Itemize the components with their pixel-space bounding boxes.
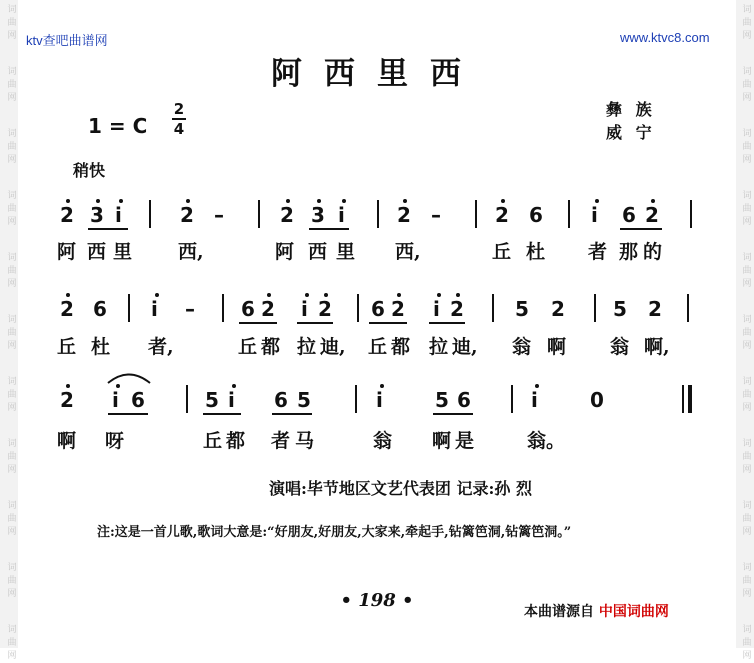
watermark-char: 网 <box>742 341 752 351</box>
watermark-char: 网 <box>7 403 17 413</box>
note: 2 <box>180 203 194 227</box>
source-prefix: 本曲谱源自 <box>524 604 594 620</box>
performer-credit: 演唱:毕节地区文艺代表团 记录:孙 烈 <box>269 479 532 498</box>
note: 6 <box>241 297 255 321</box>
lyric: 丘 <box>203 430 223 452</box>
beam-underline <box>239 322 277 324</box>
note: i <box>301 297 308 321</box>
watermark-char: 网 <box>742 651 752 661</box>
lyric: 阿 <box>275 241 295 263</box>
header-right-site[interactable]: www.ktvc8.com <box>620 30 710 45</box>
note: 6 <box>371 297 385 321</box>
time-sig-bottom: 4 <box>173 120 185 138</box>
watermark-char: 词 <box>7 501 17 511</box>
watermark-char: 词 <box>7 67 17 77</box>
note: 6 <box>274 388 288 412</box>
bar-line <box>690 200 692 228</box>
watermark-char: 曲 <box>742 514 752 524</box>
watermark-char: 曲 <box>7 328 17 338</box>
note: 5 <box>515 297 529 321</box>
note: 2 <box>60 388 74 412</box>
bar-line <box>149 200 151 228</box>
lyric: 阿 <box>57 241 77 263</box>
octave-dot <box>66 384 70 388</box>
beam-underline <box>108 413 148 415</box>
note: 2 <box>318 297 332 321</box>
watermark-char: 曲 <box>7 204 17 214</box>
octave-dot <box>403 199 407 203</box>
bar-line <box>568 200 570 228</box>
octave-dot <box>397 293 401 297</box>
watermark-char: 网 <box>7 589 17 599</box>
octave-dot <box>651 199 655 203</box>
lyric: 啊 <box>547 336 567 358</box>
lyric: 都 <box>261 336 281 358</box>
lyric: 拉 <box>297 336 317 358</box>
watermark-char: 网 <box>742 155 752 165</box>
lyric: 翁 <box>512 336 532 358</box>
note: 6 <box>93 297 107 321</box>
octave-dot <box>324 293 328 297</box>
lyric: 迪, <box>320 336 346 358</box>
bar-line <box>475 200 477 228</box>
slur-arc <box>106 370 152 384</box>
watermark-char: 网 <box>7 651 17 661</box>
watermark-char: 曲 <box>742 390 752 400</box>
lyric: 丘 <box>492 241 512 263</box>
final-bar-line <box>688 385 692 413</box>
lyric: 翁。 <box>527 430 566 452</box>
watermark-char: 网 <box>7 341 17 351</box>
note: 2 <box>391 297 405 321</box>
watermark-char: 词 <box>7 191 17 201</box>
watermark-char: 曲 <box>7 452 17 462</box>
beam-underline <box>272 413 312 415</box>
watermark-char: 词 <box>7 377 17 387</box>
octave-dot <box>119 199 123 203</box>
watermark-char: 词 <box>742 439 752 449</box>
watermark-char: 词 <box>7 253 17 263</box>
watermark-char: 网 <box>7 465 17 475</box>
lyric: 者 <box>588 241 608 263</box>
beam-underline <box>429 322 465 324</box>
octave-dot <box>267 293 271 297</box>
octave-dot <box>155 293 159 297</box>
lyric: 迪, <box>452 336 478 358</box>
note: i <box>151 297 158 321</box>
watermark-char: 词 <box>742 501 752 511</box>
octave-dot <box>437 293 441 297</box>
watermark-char: 词 <box>7 625 17 635</box>
watermark-char: 网 <box>742 589 752 599</box>
octave-dot <box>66 293 70 297</box>
note: i <box>112 388 119 412</box>
lyric: 都 <box>391 336 411 358</box>
watermark-char: 词 <box>742 625 752 635</box>
lyric: 里 <box>113 241 133 263</box>
dash: – <box>214 203 224 227</box>
lyric: 西, <box>395 241 421 263</box>
note: 2 <box>648 297 662 321</box>
watermark-char: 词 <box>742 315 752 325</box>
watermark-char: 网 <box>7 217 17 227</box>
note: 5 <box>205 388 219 412</box>
bar-line <box>355 385 357 413</box>
beam-underline <box>203 413 241 415</box>
watermark-char: 词 <box>7 5 17 15</box>
bar-line <box>186 385 188 413</box>
watermark-char: 词 <box>742 129 752 139</box>
note: 5 <box>297 388 311 412</box>
lyric: 西 <box>308 241 328 263</box>
lyric: 翁 <box>373 430 393 452</box>
bar-line <box>682 385 684 413</box>
note: 2 <box>397 203 411 227</box>
watermark-char: 网 <box>742 93 752 103</box>
note: 6 <box>529 203 543 227</box>
note: 2 <box>495 203 509 227</box>
watermark-char: 曲 <box>7 514 17 524</box>
lyric: 拉 <box>429 336 449 358</box>
octave-dot <box>66 199 70 203</box>
watermark-char: 曲 <box>742 204 752 214</box>
song-title: 阿西里西 <box>271 56 483 92</box>
lyric: 西 <box>87 241 107 263</box>
bar-line <box>492 294 494 322</box>
lyric: 丘 <box>238 336 258 358</box>
watermark-char: 词 <box>742 563 752 573</box>
bar-line <box>687 294 689 322</box>
note: 3 <box>311 203 325 227</box>
lyric: 里 <box>336 241 356 263</box>
octave-dot <box>317 199 321 203</box>
lyric: 西, <box>178 241 204 263</box>
key-signature: 1 = C <box>88 114 148 138</box>
ethnicity-credit: 彝 族 <box>606 100 656 119</box>
watermark-char: 网 <box>742 217 752 227</box>
watermark-char: 网 <box>742 31 752 41</box>
watermark-char: 词 <box>742 191 752 201</box>
octave-dot <box>595 199 599 203</box>
bar-line <box>594 294 596 322</box>
watermark-char: 曲 <box>742 328 752 338</box>
watermark-char: 曲 <box>742 266 752 276</box>
watermark-char: 曲 <box>7 80 17 90</box>
annotation-note: 注:这是一首儿歌,歌词大意是:“好朋友,好朋友,大家来,牵起手,钻篱笆洞,钻篱笆洞。” <box>97 525 572 540</box>
octave-dot <box>116 384 120 388</box>
watermark-char: 词 <box>742 67 752 77</box>
octave-dot <box>96 199 100 203</box>
beam-underline <box>369 322 407 324</box>
octave-dot <box>535 384 539 388</box>
region-credit: 威 宁 <box>606 123 656 142</box>
note: 2 <box>551 297 565 321</box>
lyric: 马 <box>295 430 315 452</box>
octave-dot <box>186 199 190 203</box>
octave-dot <box>342 199 346 203</box>
watermark-char: 曲 <box>742 576 752 586</box>
note: i <box>338 203 345 227</box>
lyric: 啊 <box>57 430 77 452</box>
lyric: 是 <box>455 430 475 452</box>
watermark-char: 词 <box>742 5 752 15</box>
watermark-char: 词 <box>7 563 17 573</box>
beam-underline <box>88 228 128 230</box>
note: 2 <box>60 203 74 227</box>
watermark-char: 词 <box>742 253 752 263</box>
watermark-char: 网 <box>742 527 752 537</box>
bar-line <box>258 200 260 228</box>
source-site-link[interactable]: 中国词曲网 <box>598 604 669 620</box>
note: 6 <box>131 388 145 412</box>
watermark-char: 网 <box>7 279 17 289</box>
dash: – <box>431 203 441 227</box>
octave-dot <box>456 293 460 297</box>
note: 3 <box>90 203 104 227</box>
bar-line <box>222 294 224 322</box>
watermark-char: 曲 <box>7 638 17 648</box>
lyric: 杜 <box>91 336 111 358</box>
octave-dot <box>380 384 384 388</box>
watermark-char: 词 <box>742 377 752 387</box>
beam-underline <box>297 322 333 324</box>
watermark-char: 词 <box>7 315 17 325</box>
lyric: 呀 <box>105 430 125 452</box>
note: 2 <box>261 297 275 321</box>
watermark-char: 曲 <box>7 18 17 28</box>
watermark-char: 网 <box>7 31 17 41</box>
note: 2 <box>645 203 659 227</box>
watermark-char: 曲 <box>742 80 752 90</box>
lyric: 者 <box>271 430 291 452</box>
footer-source <box>524 601 669 621</box>
octave-dot <box>232 384 236 388</box>
watermark-char: 曲 <box>742 452 752 462</box>
watermark-char: 曲 <box>742 18 752 28</box>
octave-dot <box>501 199 505 203</box>
note: 2 <box>280 203 294 227</box>
octave-dot <box>286 199 290 203</box>
watermark-char: 曲 <box>742 142 752 152</box>
lyric: 啊, <box>644 336 670 358</box>
watermark-char: 曲 <box>742 638 752 648</box>
lyric: 都 <box>226 430 246 452</box>
dash: – <box>185 297 195 321</box>
bar-line <box>377 200 379 228</box>
watermark-char: 网 <box>7 155 17 165</box>
note: i <box>591 203 598 227</box>
lyric: 那 <box>619 241 639 263</box>
octave-dot <box>305 293 309 297</box>
watermark-char: 曲 <box>7 576 17 586</box>
bar-line <box>357 294 359 322</box>
note: i <box>228 388 235 412</box>
time-signature <box>170 101 188 137</box>
watermark-char: 网 <box>7 527 17 537</box>
lyric: 丘 <box>57 336 77 358</box>
tempo-marking: 稍快 <box>73 161 106 180</box>
note: 5 <box>435 388 449 412</box>
lyric: 丘 <box>368 336 388 358</box>
watermark-char: 网 <box>742 279 752 289</box>
time-sig-top: 2 <box>173 100 185 118</box>
watermark-char: 曲 <box>7 142 17 152</box>
bar-line <box>128 294 130 322</box>
note: 6 <box>622 203 636 227</box>
note: 2 <box>450 297 464 321</box>
lyric: 啊 <box>432 430 452 452</box>
watermark-char: 曲 <box>7 390 17 400</box>
lyric: 者, <box>148 336 174 358</box>
note: i <box>376 388 383 412</box>
note: 2 <box>60 297 74 321</box>
beam-underline <box>433 413 473 415</box>
note: i <box>433 297 440 321</box>
watermark-char: 词 <box>7 439 17 449</box>
watermark-char: 词 <box>7 129 17 139</box>
lyric: 的 <box>643 241 663 263</box>
watermark-char: 网 <box>7 93 17 103</box>
watermark-char: 网 <box>742 465 752 475</box>
beam-underline <box>309 228 349 230</box>
note: 6 <box>457 388 471 412</box>
note: 0 <box>590 388 604 412</box>
bar-line <box>511 385 513 413</box>
note: i <box>115 203 122 227</box>
note: i <box>531 388 538 412</box>
lyric: 翁 <box>610 336 630 358</box>
beam-underline <box>620 228 662 230</box>
lyric: 杜 <box>526 241 546 263</box>
watermark-char: 曲 <box>7 266 17 276</box>
page-number: • 198 • <box>340 590 414 611</box>
header-left-site[interactable]: ktv查吧曲谱网 <box>26 33 108 48</box>
watermark-char: 网 <box>742 403 752 413</box>
note: 5 <box>613 297 627 321</box>
